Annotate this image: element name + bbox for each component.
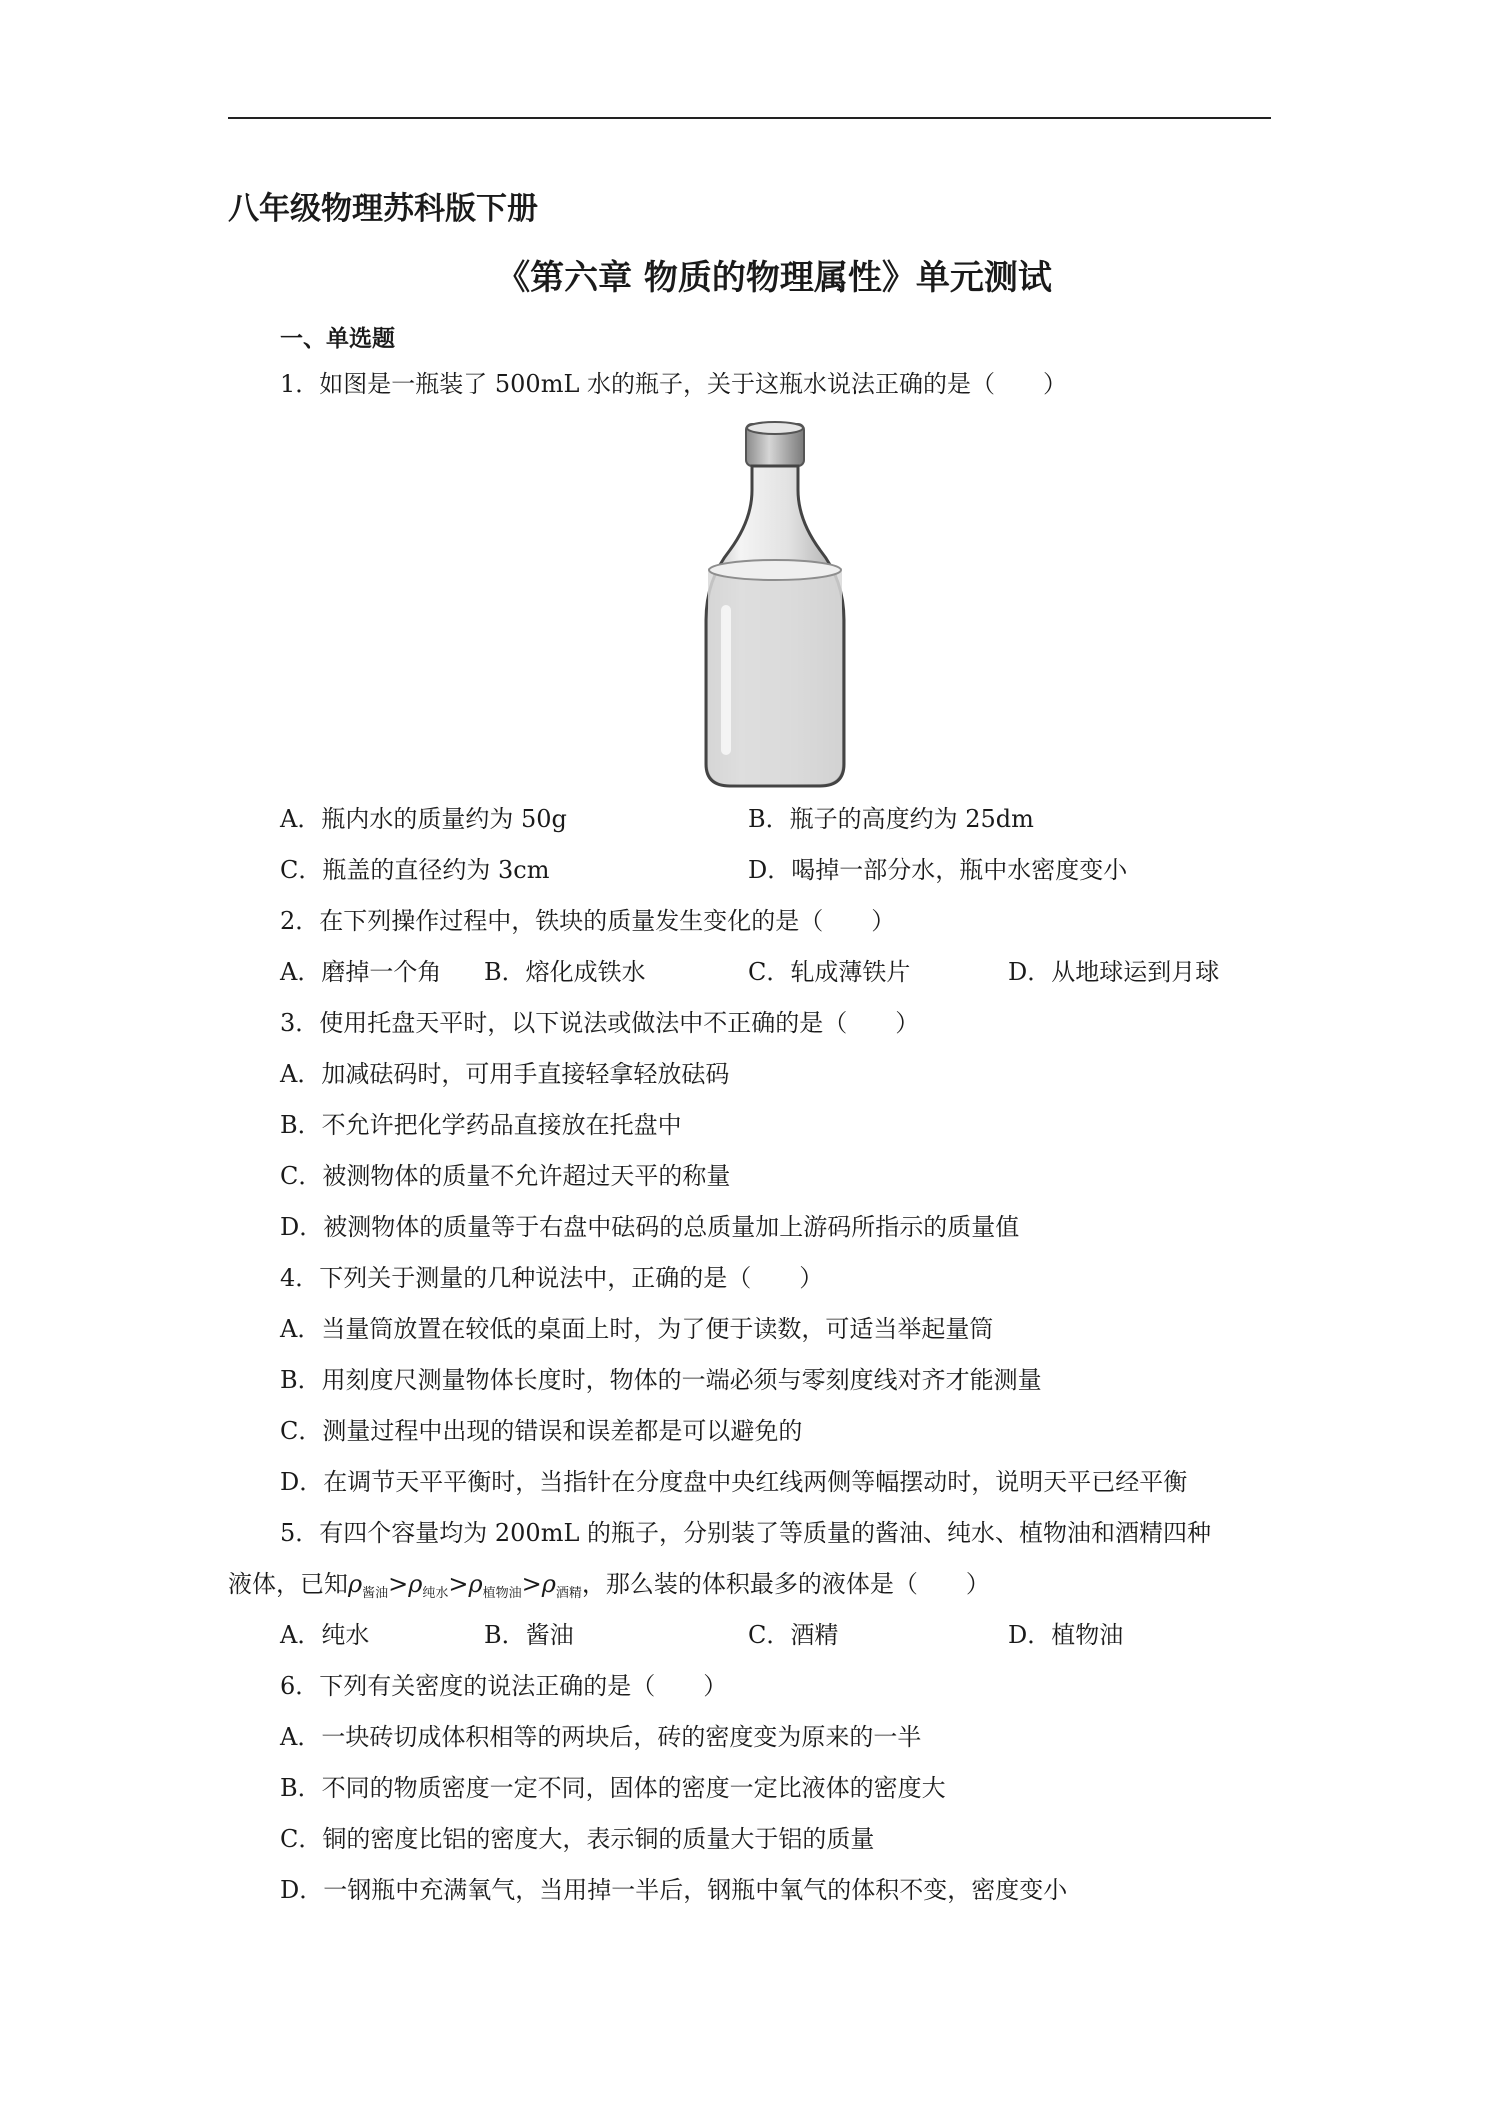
- greater-than-sign: >: [448, 1570, 469, 1598]
- question-5-option-a: A．纯水: [280, 1621, 370, 1649]
- subscript-pure-water: 纯水: [422, 1586, 449, 1601]
- question-2-option-c: C．轧成薄铁片: [748, 958, 911, 986]
- rho-symbol: ρ: [408, 1570, 423, 1598]
- question-1-stem: 1．如图是一瓶装了 500mL 水的瓶子，关于这瓶水说法正确的是（ ）: [280, 370, 1068, 398]
- grade-line: 八年级物理苏科版下册: [228, 191, 538, 227]
- question-2-option-a: A．磨掉一个角: [280, 958, 442, 986]
- question-5-stem-prefix: 液体，已知: [228, 1570, 348, 1598]
- page-title: 《第六章 物质的物理属性》单元测试: [496, 258, 1052, 298]
- question-6-option-c: C．铜的密度比铝的密度大，表示铜的质量大于铝的质量: [280, 1825, 875, 1853]
- question-1-option-c: C．瓶盖的直径约为 3cm: [280, 856, 550, 884]
- subscript-vegetable-oil: 植物油: [482, 1586, 522, 1601]
- subscript-alcohol: 酒精: [555, 1586, 582, 1601]
- header-rule: [228, 117, 1271, 119]
- question-5-stem-line2: [228, 1568, 990, 1610]
- question-1-option-a: A．瓶内水的质量约为 50g: [280, 805, 567, 833]
- subscript-soy-sauce: 酱油: [362, 1586, 389, 1601]
- question-4-option-b: B．用刻度尺测量物体长度时，物体的一端必须与零刻度线对齐才能测量: [280, 1366, 1042, 1394]
- greater-than-sign: >: [521, 1570, 542, 1598]
- question-4-option-d: D．在调节天平平衡时，当指针在分度盘中央红线两侧等幅摆动时，说明天平已经平衡: [280, 1468, 1188, 1496]
- question-2-stem: 2．在下列操作过程中，铁块的质量发生变化的是（ ）: [280, 907, 896, 935]
- question-4-option-c: C．测量过程中出现的错误和误差都是可以避免的: [280, 1417, 803, 1445]
- question-3-option-a: A．加减砝码时，可用手直接轻拿轻放砝码: [280, 1060, 730, 1088]
- question-3-option-c: C．被测物体的质量不允许超过天平的称量: [280, 1162, 731, 1190]
- question-5-option-d: D．植物油: [1008, 1621, 1124, 1649]
- greater-than-sign: >: [388, 1570, 409, 1598]
- question-2-option-d: D．从地球运到月球: [1008, 958, 1220, 986]
- question-3-stem: 3．使用托盘天平时，以下说法或做法中不正确的是（ ）: [280, 1009, 920, 1037]
- question-2-option-b: B．熔化成铁水: [484, 958, 646, 986]
- water-bottle-icon: [700, 420, 850, 792]
- rho-symbol: ρ: [541, 1570, 556, 1598]
- question-3-option-b: B．不允许把化学药品直接放在托盘中: [280, 1111, 682, 1139]
- question-1-option-d: D．喝掉一部分水，瓶中水密度变小: [748, 856, 1128, 884]
- rho-symbol: ρ: [348, 1570, 363, 1598]
- section-heading: 一、单选题: [280, 326, 395, 352]
- rho-symbol: ρ: [468, 1570, 483, 1598]
- question-6-option-a: A．一块砖切成体积相等的两块后，砖的密度变为原来的一半: [280, 1723, 922, 1751]
- question-5-option-c: C．酒精: [748, 1621, 839, 1649]
- question-3-option-d: D．被测物体的质量等于右盘中砝码的总质量加上游码所指示的质量值: [280, 1213, 1020, 1241]
- question-6-stem: 6．下列有关密度的说法正确的是（ ）: [280, 1672, 728, 1700]
- question-4-option-a: A．当量筒放置在较低的桌面上时，为了便于读数，可适当举起量筒: [280, 1315, 994, 1343]
- question-5-stem-line1: 5．有四个容量均为 200mL 的瓶子，分别装了等质量的酱油、纯水、植物油和酒精四种: [280, 1519, 1212, 1547]
- question-4-stem: 4．下列关于测量的几种说法中，正确的是（ ）: [280, 1264, 824, 1292]
- question-5-option-b: B．酱油: [484, 1621, 574, 1649]
- question-6-option-b: B．不同的物质密度一定不同，固体的密度一定比液体的密度大: [280, 1774, 946, 1802]
- question-5-stem-suffix: ，那么装的体积最多的液体是（ ）: [581, 1570, 990, 1598]
- question-6-option-d: D．一钢瓶中充满氧气，当用掉一半后，钢瓶中氧气的体积不变，密度变小: [280, 1876, 1068, 1904]
- question-1-option-b: B．瓶子的高度约为 25dm: [748, 805, 1034, 833]
